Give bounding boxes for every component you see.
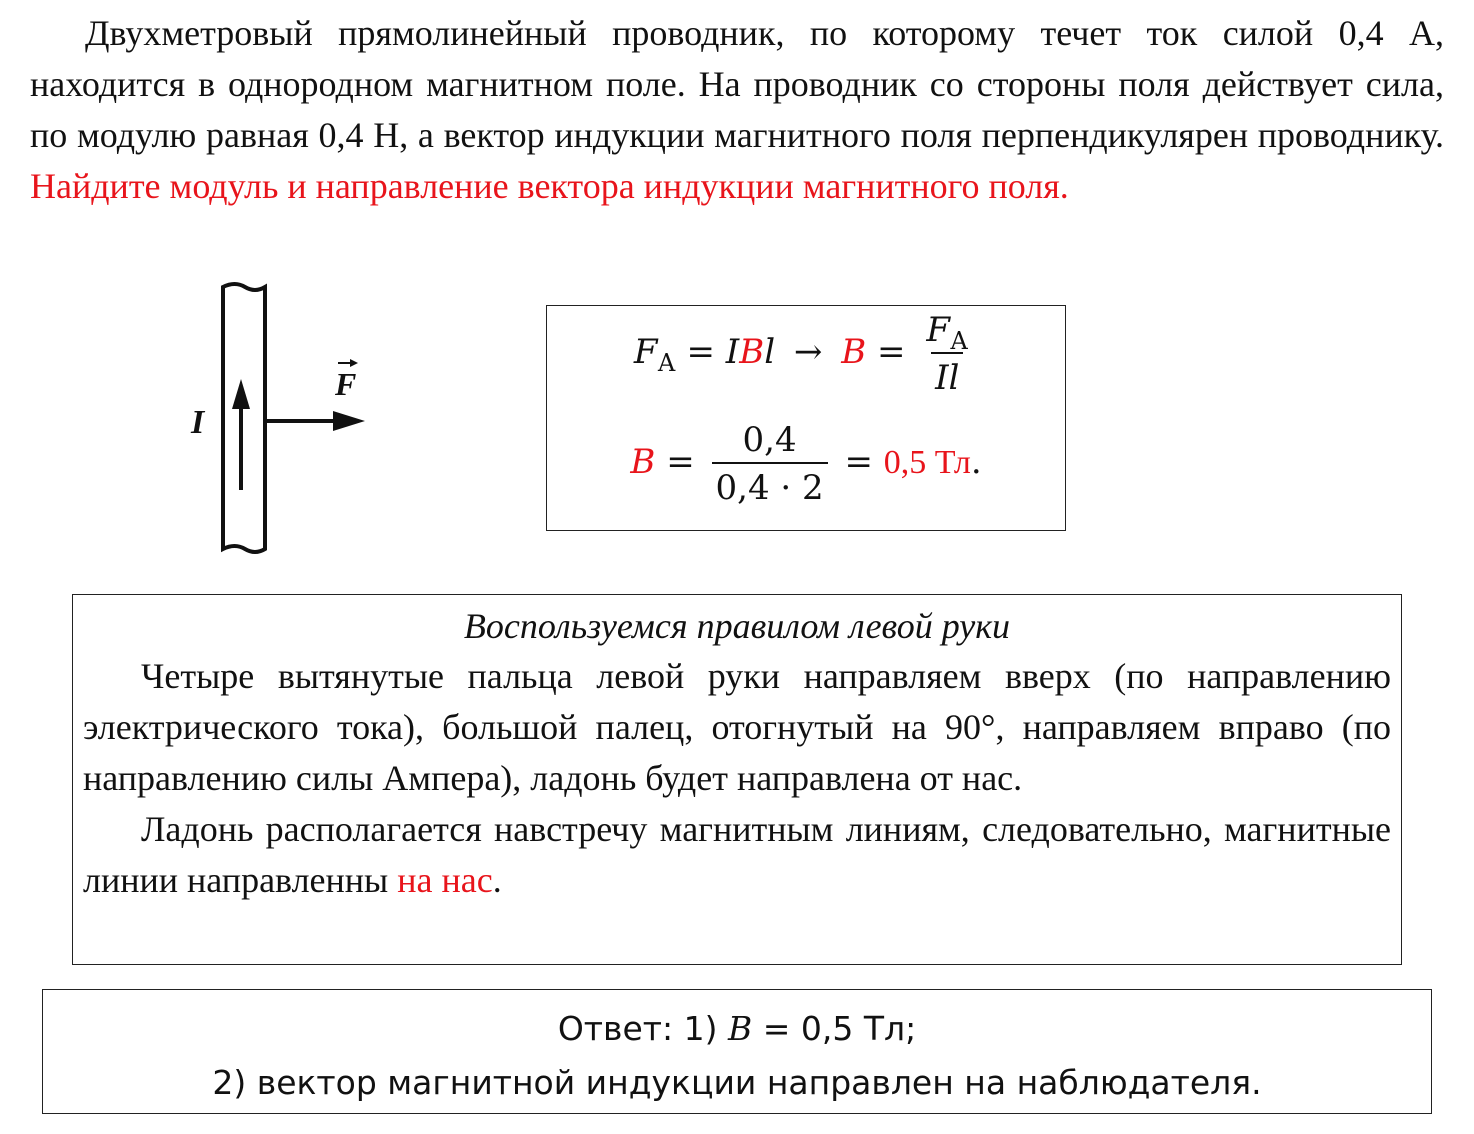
- rule-title: Воспользуемся правилом левой руки: [463, 606, 1011, 646]
- rule-paragraph-2-highlight: на нас: [397, 860, 493, 900]
- formula-row-ampere: [547, 310, 1065, 398]
- rule-paragraph-2: [83, 804, 1391, 906]
- answer-line-1: [43, 1002, 1431, 1056]
- equals-sign: =: [686, 332, 715, 372]
- formula-row-calculation: [547, 420, 1065, 508]
- answer-prefix: Ответ: 1): [557, 1009, 728, 1048]
- calc-denominator: 0,4 · 2: [712, 462, 828, 508]
- equals-sign-2: =: [877, 332, 906, 372]
- answer-line-2: 2) вектор магнитной индукции направлен на наблюдателя.: [212, 1063, 1262, 1102]
- calc-numerator: 0,4: [742, 420, 797, 460]
- current-label: I: [191, 404, 205, 441]
- rule-paragraph-2-text: Ладонь располагается навстречу магнитным линиям, следовательно, магнитные линии направленны: [83, 809, 1391, 900]
- force-subscript: А: [657, 349, 676, 377]
- conductor-strip: [223, 284, 265, 552]
- calc-fraction: [712, 420, 828, 508]
- problem-text: [30, 8, 1444, 212]
- rule-paragraph-2-end: .: [492, 860, 502, 900]
- fraction-numerator: F: [926, 310, 950, 350]
- answer-value: = 0,5 Тл;: [752, 1009, 917, 1048]
- force-symbol: F: [633, 332, 658, 372]
- rule-paragraph-1-text: Четыре вытянутые пальца левой руки направляем вверх (по направлению электрического тока), большой палец, отогнутый на 90°, направляем вправо (по направлению силы Ампера), ладонь будет направлена от нас.: [83, 656, 1391, 798]
- current-arrow-head: [232, 379, 250, 409]
- equals-sign-calc: =: [666, 442, 695, 482]
- current-symbol: I: [725, 332, 740, 372]
- induction-symbol: B: [739, 332, 765, 372]
- force-arrow-head: [333, 411, 365, 431]
- problem-question: Найдите модуль и направление вектора индукции магнитного поля.: [30, 166, 1069, 206]
- fraction-denominator: Il: [931, 352, 963, 398]
- answer-symbol: B: [727, 1009, 753, 1048]
- equals-sign-result: =: [844, 442, 873, 482]
- induction-result: 0,5 Тл: [883, 444, 971, 481]
- force-label: F: [335, 366, 357, 402]
- rule-paragraph-1: [83, 651, 1391, 804]
- formula-box: [546, 305, 1066, 531]
- induction-fraction: [922, 310, 972, 398]
- problem-statement: Двухметровый прямолинейный проводник, по которому течет ток силой 0,4 А, находится в однородном магнитном поле. На проводник со стороны поля действует сила, по модулю равная 0,4 Н, а вектор индукции магнитного поля перпендикулярен проводнику.: [30, 13, 1444, 155]
- fraction-numerator-subscript: А: [949, 327, 969, 355]
- result-period: .: [970, 442, 982, 482]
- left-hand-rule-box: [72, 594, 1402, 965]
- induction-symbol-calc: B: [630, 442, 656, 482]
- answer-box: [42, 989, 1432, 1114]
- implies-arrow: →: [793, 332, 823, 372]
- induction-result-symbol: B: [841, 332, 867, 372]
- conductor-diagram: [175, 275, 385, 565]
- length-symbol: l: [764, 332, 776, 372]
